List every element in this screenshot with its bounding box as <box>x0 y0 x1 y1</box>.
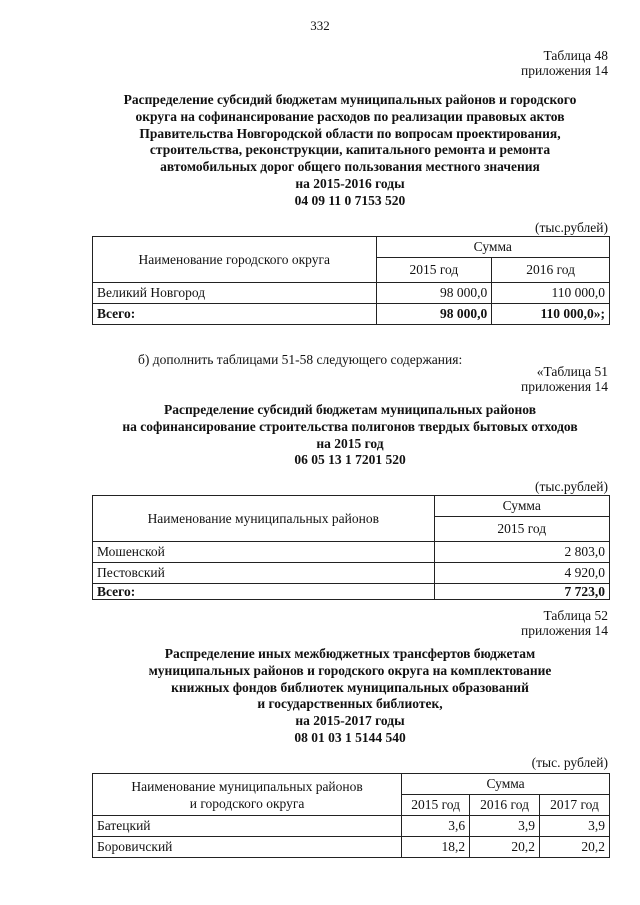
t48-row-value: 110 000,0 <box>492 283 610 304</box>
t51-caption <box>521 364 608 394</box>
t51-title-line: на 2015 год <box>316 435 384 451</box>
page-number: 332 <box>310 18 330 33</box>
t48-title-line: округа на софинансирование расходов по реализации правовых актов <box>135 108 565 124</box>
t48-title-line: автомобильных дорог общего пользования местного значения <box>160 159 540 175</box>
t48-title <box>70 92 630 210</box>
t48-title-line: на 2015-2016 годы <box>295 175 405 191</box>
t52-header-row <box>93 774 610 795</box>
t51-row-value: 4 920,0 <box>434 563 609 584</box>
t48-caption <box>521 48 608 78</box>
t52-col-name-line: Наименование муниципальных районов <box>131 778 363 794</box>
t52-year: 2016 год <box>470 795 540 816</box>
t52-year: 2015 год <box>402 795 470 816</box>
t48-total-label: Всего: <box>93 304 377 325</box>
t52-row-value: 3,9 <box>540 816 610 837</box>
t51-title-line: Распределение субсидий бюджетам муниципальных районов <box>163 402 537 417</box>
t48-title-line: Распределение субсидий бюджетам муниципальных районов и городского <box>123 92 577 107</box>
t52-title-line: книжных фондов библиотек муниципальных образований <box>171 679 529 695</box>
t51-row-name: Мошенской <box>93 542 435 563</box>
intro-text: б) дополнить таблицами 51-58 следующего содержания: <box>138 352 463 367</box>
t51-units: (тыс.рублей) <box>535 479 608 494</box>
t51-table <box>92 495 610 600</box>
t52-col-sum: Сумма <box>402 774 610 795</box>
t51-total-label: Всего: <box>93 584 435 600</box>
t48-row-name: Великий Новгород <box>93 283 377 304</box>
t48-row-value: 98 000,0 <box>376 283 492 304</box>
t51-appendix-label: приложения 14 <box>520 379 608 394</box>
t51-row-value: 2 803,0 <box>434 542 609 563</box>
t52-title-line: 08 01 03 1 5144 540 <box>294 729 406 745</box>
table-row <box>93 283 610 304</box>
t48-total-value: 110 000,0»; <box>492 304 610 325</box>
table-row <box>93 542 610 563</box>
t52-title-line: Распределение иных межбюджетных трансфертов бюджетам <box>164 646 536 661</box>
t51-title-line: 06 05 13 1 7201 520 <box>294 452 406 468</box>
t48-year: 2015 год <box>376 258 492 283</box>
t52-units: (тыс. рублей) <box>531 755 608 770</box>
t48-appendix-label: приложения 14 <box>520 63 608 78</box>
t52-title-line: на 2015-2017 годы <box>295 713 405 729</box>
t51-col-name: Наименование муниципальных районов <box>93 496 435 542</box>
t52-col-name <box>93 774 402 816</box>
table-row <box>93 816 610 837</box>
t48-table <box>92 236 610 325</box>
t51-total-value: 7 723,0 <box>434 584 609 600</box>
table-row <box>93 563 610 584</box>
t52-caption <box>521 608 608 638</box>
t52-row-name: Батецкий <box>93 816 402 837</box>
t51-title <box>70 402 630 469</box>
t52-table-label: Таблица 52 <box>543 608 608 623</box>
t52-row-value: 18,2 <box>402 837 470 858</box>
t48-year: 2016 год <box>492 258 610 283</box>
t48-col-name: Наименование городского округа <box>93 237 377 283</box>
t51-header-row <box>93 496 610 517</box>
t48-title-line: Правительства Новгородской области по вопросам проектирования, <box>139 125 561 141</box>
table-row <box>93 837 610 858</box>
t52-row-value: 3,9 <box>470 816 540 837</box>
t48-title-line: 04 09 11 0 7153 520 <box>294 192 406 208</box>
t52-year: 2017 год <box>540 795 610 816</box>
t48-total-row <box>93 304 610 325</box>
t51-table-label: «Таблица 51 <box>536 364 608 379</box>
t52-appendix-label: приложения 14 <box>520 623 608 638</box>
t51-row-name: Пестовский <box>93 563 435 584</box>
t51-year: 2015 год <box>434 517 609 542</box>
t48-total-value: 98 000,0 <box>376 304 492 325</box>
t51-total-row <box>93 584 610 600</box>
t52-col-name-line: и городского округа <box>189 795 305 811</box>
t48-table-label: Таблица 48 <box>543 48 608 63</box>
t48-units: (тыс.рублей) <box>535 220 608 235</box>
t51-title-line: на софинансирование строительства полигонов твердых бытовых отходов <box>122 418 578 434</box>
t52-table <box>92 773 610 858</box>
t52-row-value: 20,2 <box>470 837 540 858</box>
t52-title-line: и государственных библиотек, <box>257 696 443 712</box>
t52-row-name: Боровичский <box>93 837 402 858</box>
t52-row-value: 20,2 <box>540 837 610 858</box>
t52-row-value: 3,6 <box>402 816 470 837</box>
t48-col-sum: Сумма <box>376 237 609 258</box>
t48-title-line: строительства, реконструкции, капитального ремонта и ремонта <box>149 142 551 158</box>
t48-header-row <box>93 237 610 258</box>
t52-title <box>70 646 630 747</box>
t51-col-sum: Сумма <box>434 496 609 517</box>
t52-title-line: муниципальных районов и городского округа на комплектование <box>148 662 552 678</box>
